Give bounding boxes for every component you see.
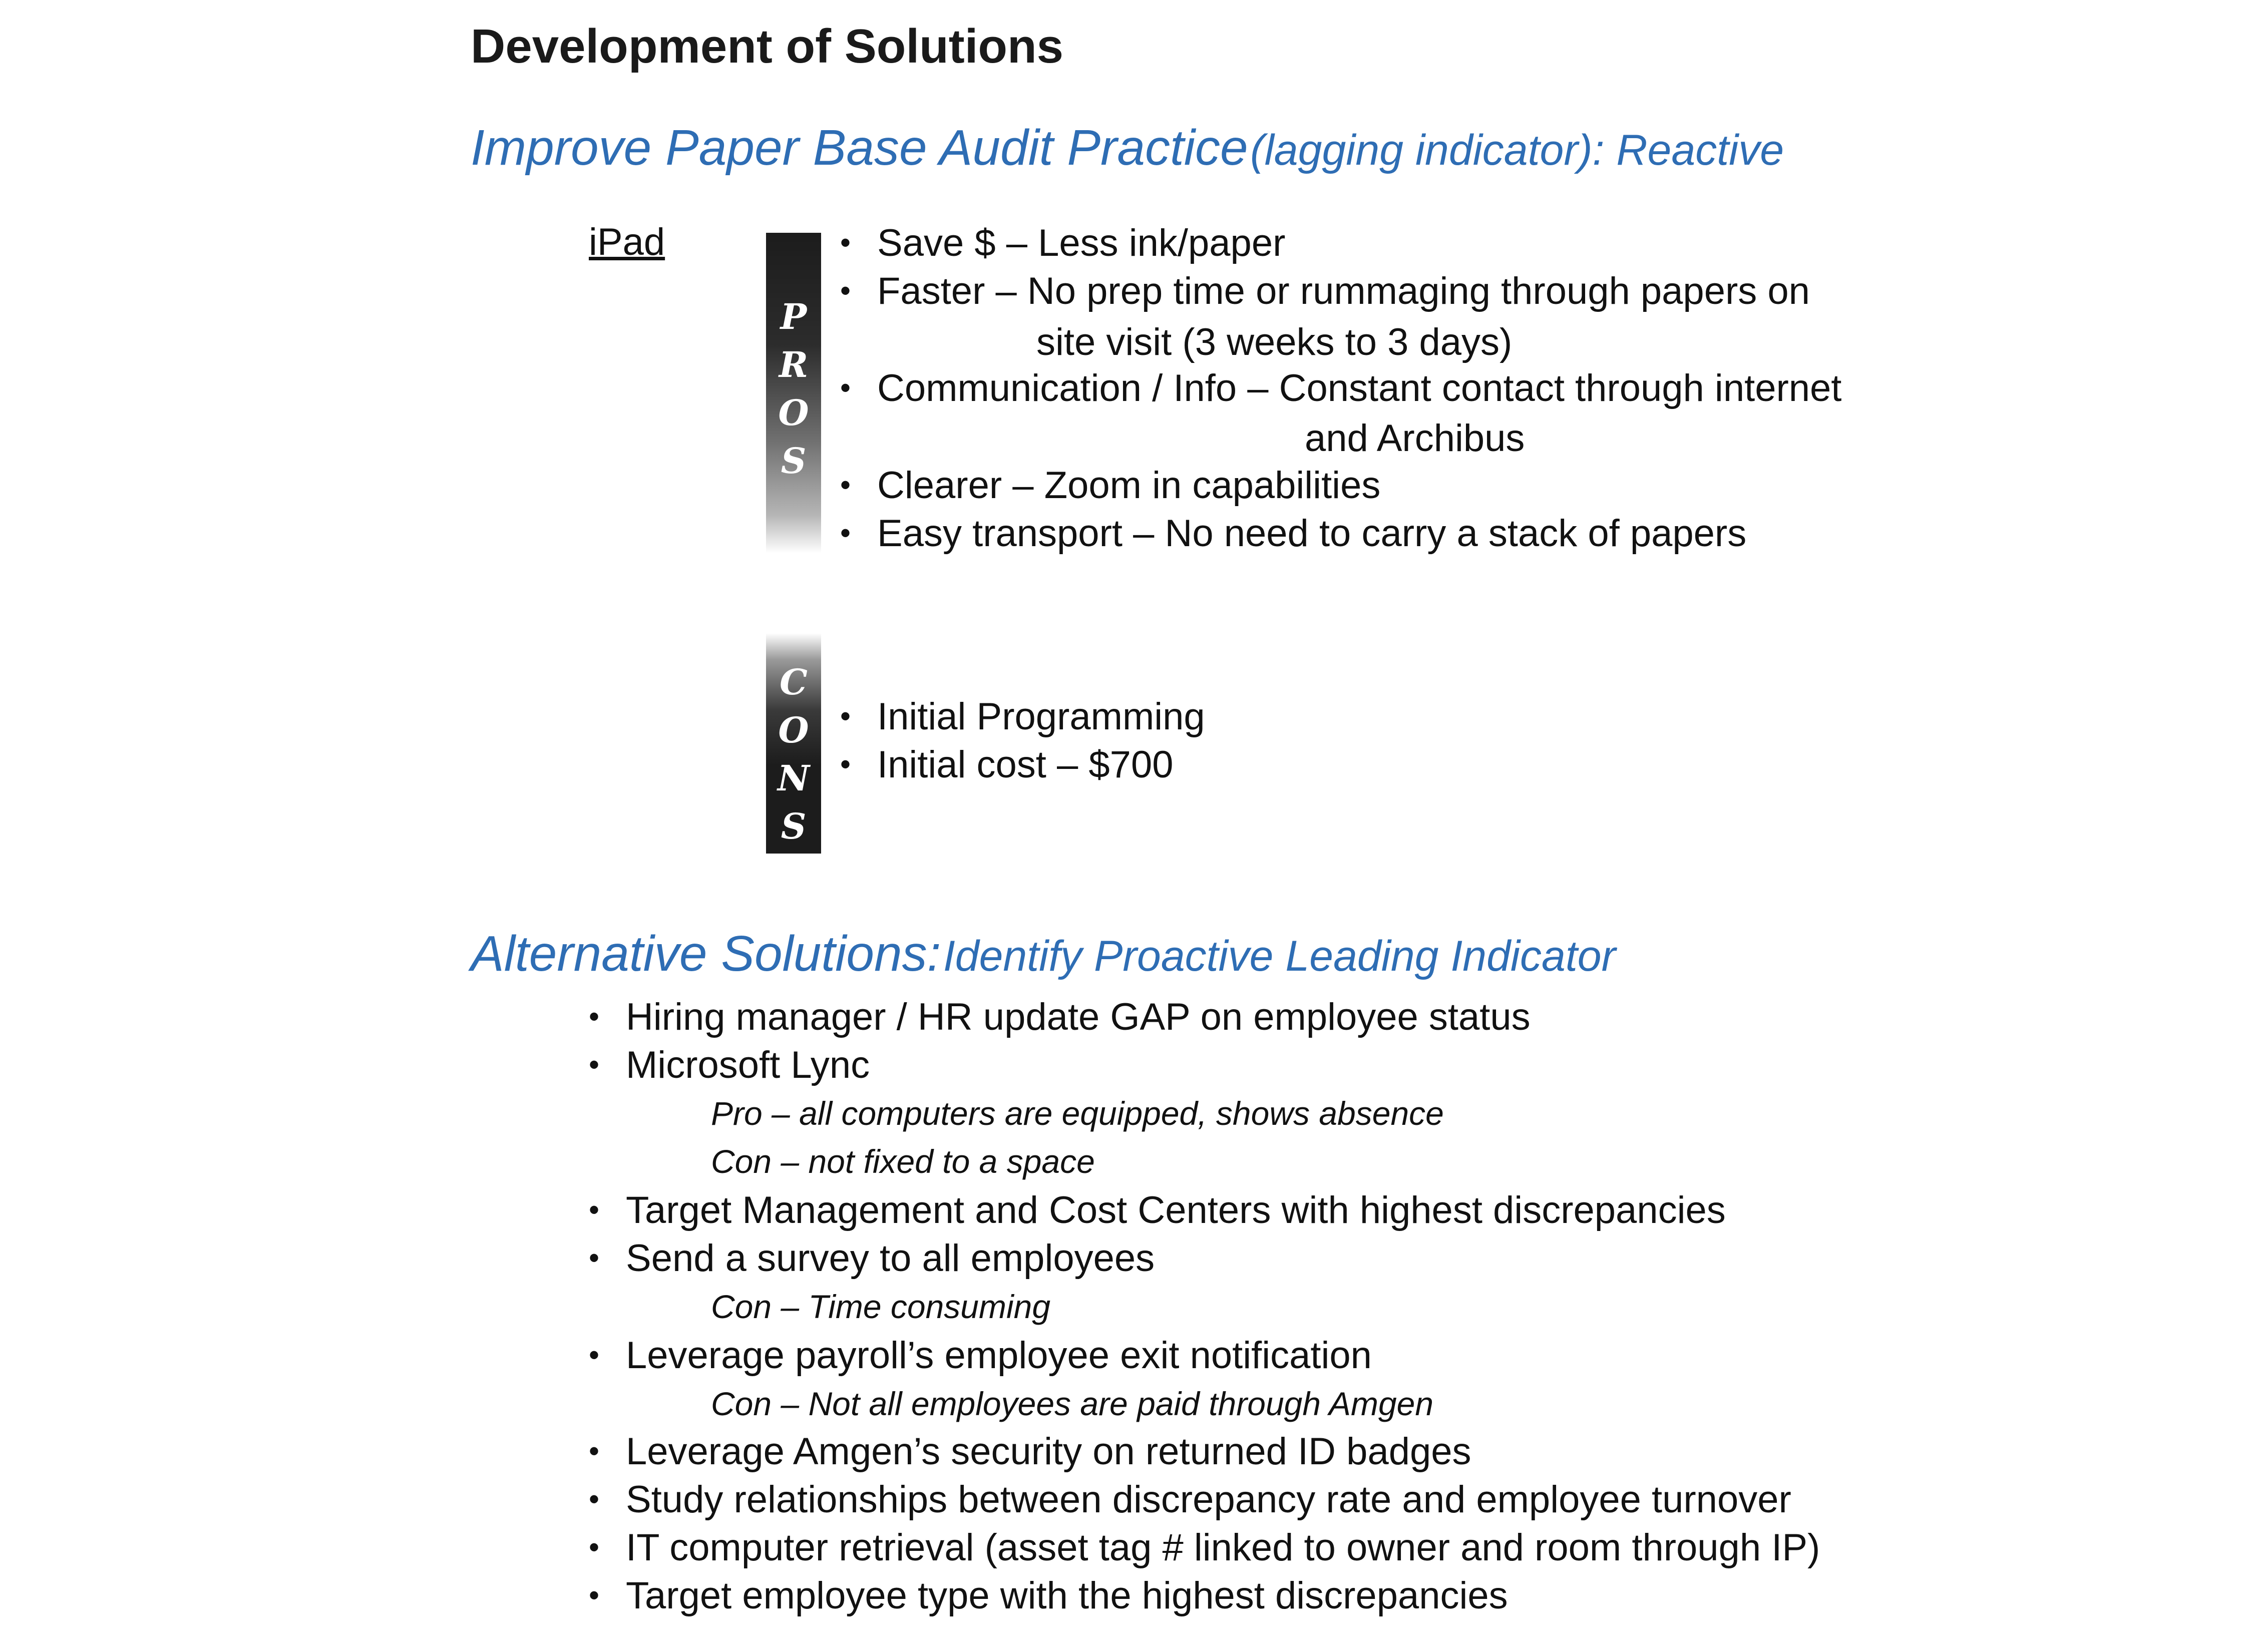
pros-item: Clearer – Zoom in capabilities [877,464,1381,507]
page-title: Development of Solutions [471,20,1064,73]
cons-letter: S [781,805,807,847]
pros-item: Faster – No prep time or rummaging through papers on [877,270,1810,312]
alternative-subnote: Con – not fixed to a space [711,1143,1095,1180]
bullet-icon: • [589,1434,600,1468]
section-heading-alternatives [471,925,1616,983]
pros-item: Save $ – Less ink/paper [877,222,1286,264]
bullet-icon: • [840,747,851,781]
cons-letter: C [780,661,808,703]
bullet-icon: • [840,468,851,502]
pros-bar [766,233,821,553]
bullet-icon: • [589,1048,600,1081]
pros-item: Easy transport – No need to carry a stack of papers [877,512,1747,555]
section-heading-reactive [471,119,1784,177]
pros-item-continuation: site visit (3 weeks to 3 days) [1036,321,1513,363]
alternative-subnote: Pro – all computers are equipped, shows absence [711,1095,1444,1132]
alternative-subnote: Con – Not all employees are paid through Amgen [711,1385,1434,1422]
pros-item-continuation: and Archibus [1305,417,1525,460]
bullet-icon: • [840,274,851,307]
alternative-item: Target Management and Cost Centers with highest discrepancies [626,1189,1726,1231]
bullet-icon: • [589,1482,600,1516]
section-heading-sub: Identify Proactive Leading Indicator [943,932,1616,980]
alternative-item: Hiring manager / HR update GAP on employee status [626,996,1531,1038]
alternative-item: Target employee type with the highest discrepancies [626,1574,1508,1617]
bullet-icon: • [840,699,851,733]
bullet-icon: • [840,516,851,550]
bullet-icon: • [589,1193,600,1226]
cons-letter: N [778,757,810,799]
bullet-icon: • [589,1338,600,1372]
pros-letter: R [779,344,809,385]
bullet-icon: • [589,1578,600,1612]
cons-item: Initial cost – $700 [877,743,1174,786]
alternative-item: Microsoft Lync [626,1044,870,1086]
alternative-item: Leverage payroll’s employee exit notification [626,1334,1372,1377]
pros-item: Communication / Info – Constant contact through internet [877,367,1842,409]
section-heading-main: Alternative Solutions: [471,926,941,982]
pros-letter: P [780,296,807,337]
section-heading-main: Improve Paper Base Audit Practice [471,120,1248,176]
cons-letter: O [778,709,809,751]
cons-bar [766,633,821,854]
alternative-item: Study relationships between discrepancy rate and employee turnover [626,1478,1791,1521]
bullet-icon: • [589,1000,600,1033]
alternative-item: Leverage Amgen’s security on returned ID badges [626,1430,1471,1473]
bullet-icon: • [589,1241,600,1275]
ipad-label: iPad [589,221,665,263]
cons-item: Initial Programming [877,695,1205,738]
alternative-subnote: Con – Time consuming [711,1288,1051,1325]
bullet-icon: • [589,1530,600,1564]
bullet-icon: • [840,371,851,404]
pros-letter: S [781,440,807,482]
bullet-icon: • [840,226,851,259]
alternative-item: IT computer retrieval (asset tag # linked to owner and room through IP) [626,1526,1820,1569]
section-heading-sub: (lagging indicator): Reactive [1250,126,1784,174]
alternative-item: Send a survey to all employees [626,1237,1155,1280]
pros-letter: O [778,392,809,434]
